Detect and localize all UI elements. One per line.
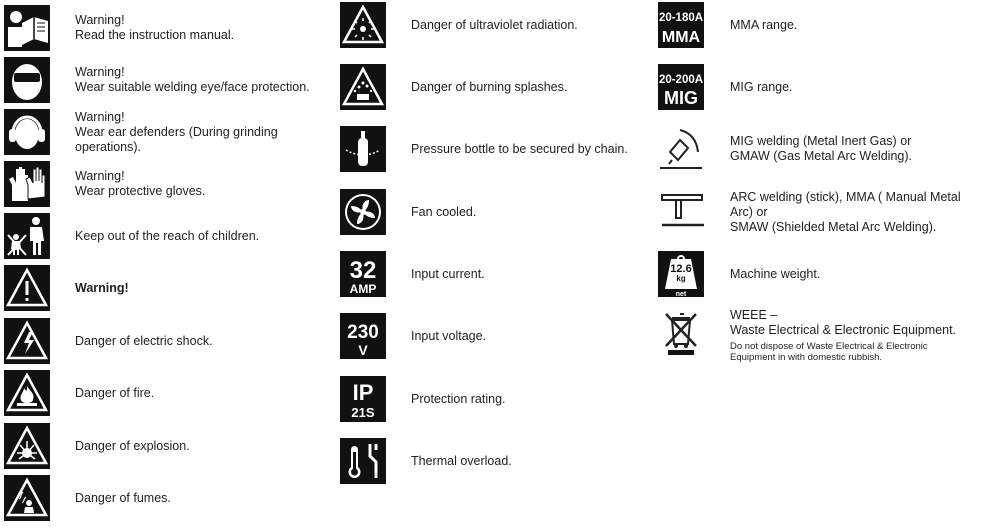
weee-bin-icon [658,310,704,356]
mig-welding-icon [658,126,704,172]
symbol-row [0,423,190,469]
mig-range-icon [658,64,704,110]
symbol-row [0,370,154,416]
weee-disposal-note: Do not dispose of Waste Electrical & Electronic Equipment in with domestic rubbish. [730,341,928,363]
badge-value: 32 [349,257,377,284]
input-voltage-icon [340,313,386,359]
symbol-description: Fan cooled. [411,204,477,219]
symbol-description: Danger of fire. [75,385,155,400]
symbol-description: Warning! Read the instruction manual. [75,13,235,42]
thermal-overload-icon [340,438,386,484]
symbol-description: Warning! Wear suitable welding eye/face protection. [75,65,310,94]
symbol-description: Pressure bottle to be secured by chain. [411,141,628,156]
symbol-row [658,64,793,110]
symbol-row [340,438,512,484]
symbol-description: Danger of electric shock. [75,333,213,348]
symbol-row [658,308,956,363]
badge-unit: AMP [349,282,377,296]
welding-mask-icon [4,57,50,103]
warning-triangle-icon [4,265,50,311]
badge-unit: V [358,342,368,358]
arc-welding-icon [658,189,704,235]
symbol-description: MIG welding (Metal Inert Gas) or GMAW (Gas Metal Arc Welding). [730,134,912,163]
symbol-row [340,376,506,422]
symbol-row [658,189,961,235]
weee-description-block [730,308,956,363]
symbol-description: Protection rating. [411,391,506,406]
symbol-row [340,251,485,297]
ip-rating-icon [340,376,386,422]
badge-range: 20-180A [658,12,704,24]
symbol-description: MMA range. [730,17,798,32]
symbol-description: MIG range. [730,79,793,94]
burning-splashes-icon [340,64,386,110]
symbol-row [658,2,797,48]
badge-process: MIG [664,88,698,108]
symbol-row [0,57,310,103]
gloves-icon [4,161,50,207]
input-current-icon [340,251,386,297]
badge-unit: kg [676,274,686,283]
badge-net: net [675,291,687,297]
badge-range: 20-200A [658,74,704,86]
symbol-description: Danger of burning splashes. [411,79,568,94]
symbol-description: Warning! Wear ear defenders (During grinding operations). [75,109,278,154]
symbol-row [340,126,628,172]
symbol-description: Warning! [75,280,129,295]
symbol-description: Input current. [411,266,485,281]
symbol-row [0,5,234,51]
symbol-row [0,109,278,155]
badge-process: MMA [661,29,701,46]
symbol-row [340,313,486,359]
uv-radiation-icon [340,2,386,48]
badge-value: IP [352,380,374,405]
fan-icon [340,189,386,235]
ear-defenders-icon [4,109,50,155]
badge-unit: 21S [351,405,375,420]
symbol-row [340,2,578,48]
symbol-row [658,126,912,172]
mma-range-icon [658,2,704,48]
symbol-row [340,189,476,235]
symbol-row [0,161,205,207]
symbol-description: Warning! Wear protective gloves. [75,169,206,198]
fumes-icon [4,475,50,521]
symbol-description: Machine weight. [730,266,821,281]
badge-value: 230 [347,322,379,343]
symbol-description: Danger of fumes. [75,490,171,505]
symbol-row [0,475,171,521]
children-keep-out-icon [4,213,50,259]
symbol-row [658,251,820,297]
symbol-description: Input voltage. [411,328,487,343]
machine-weight-icon [658,251,704,297]
symbol-description: Thermal overload. [411,453,512,468]
pressure-bottle-icon [340,126,386,172]
fire-icon [4,370,50,416]
symbol-row [340,64,567,110]
symbol-row [0,318,213,364]
symbol-row [0,265,129,311]
symbol-description: Danger of ultraviolet radiation. [411,17,578,32]
symbol-row [0,213,259,259]
symbol-description: Keep out of the reach of children. [75,228,260,243]
badge-weight: 12.6 [670,263,692,275]
symbol-description: Danger of explosion. [75,438,190,453]
symbol-description: WEEE – Waste Electrical & Electronic Equipment. [730,308,957,337]
manual-reading-icon [4,5,50,51]
symbol-description: ARC welding (stick), MMA ( Manual Metal Arc) or SMAW (Shielded Metal Arc Welding). [730,189,961,234]
explosion-icon [4,423,50,469]
electric-shock-icon [4,318,50,364]
